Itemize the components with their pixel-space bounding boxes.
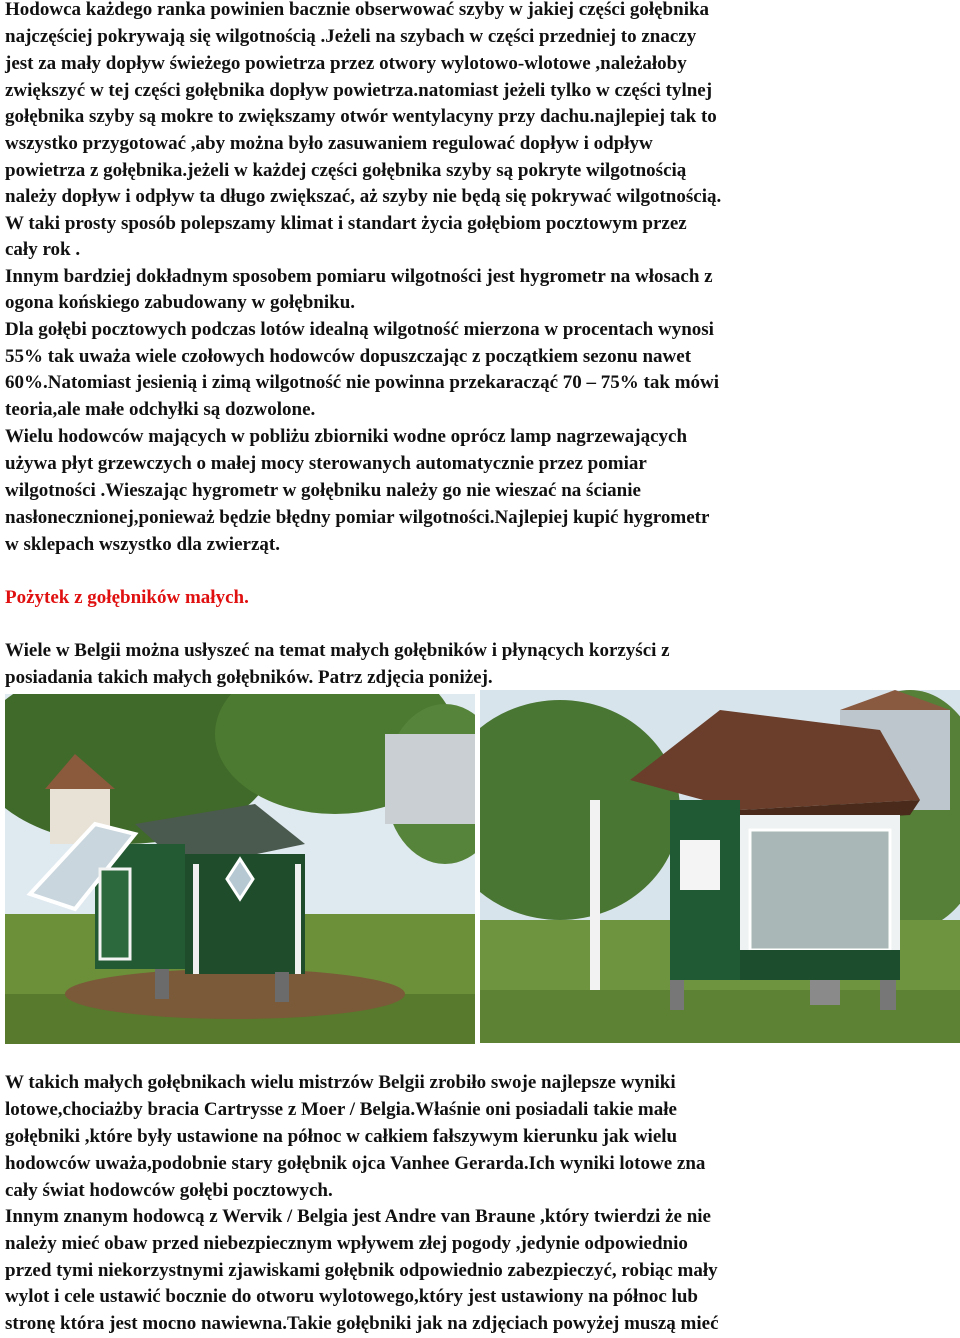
text-line: hodowców uważa,podobnie stary gołębnik ojca Vanhee Gerarda.Ich wyniki lotowe zna bbox=[5, 1153, 706, 1174]
text-line: Innym znanym hodowcą z Wervik / Belgia jest Andre van Braune ,który twierdzi że nie bbox=[5, 1206, 711, 1227]
text-line: wilgotności .Wieszając hygrometr w gołębniku należy go nie wieszać na ścianie bbox=[5, 480, 641, 501]
text-line: ogona końskiego zabudowany w gołębniku. bbox=[5, 292, 356, 313]
text-line: wszystko przygotować ,aby można było zasuwaniem regulować dopływ i odpływ bbox=[5, 133, 653, 154]
text-line: cały rok . bbox=[5, 239, 81, 260]
text-line: cały świat hodowców gołębi pocztowych. bbox=[5, 1180, 333, 1201]
text-line: teoria,ale małe odchyłki są dozwolone. bbox=[5, 399, 316, 420]
text-line: najczęściej pokrywają się wilgotnością .Jeżeli na szybach w części przedniej to znaczy bbox=[5, 26, 697, 47]
text-line: stronę która jest mocno nawiewna.Takie gołębniki jak na zdjęciach powyżej muszą mieć bbox=[5, 1313, 719, 1334]
text-line: należy dopływ i odpływ ta długo zwiększać, aż szyby nie będą się pokrywać wilgotnością. bbox=[5, 186, 722, 207]
text-line: gołębnika szyby są mokre to zwiększamy otwór wentylacyny przy dachu.najlepiej tak to bbox=[5, 106, 717, 127]
text-line: 60%.Natomiast jesienią i zimą wilgotność nie powinna przekaracząć 70 – 75% tak mówi bbox=[5, 372, 720, 393]
text-line: W takich małych gołębnikach wielu mistrzów Belgii zrobiło swoje najlepsze wyniki bbox=[5, 1072, 676, 1093]
photo-pigeon-loft-2 bbox=[480, 690, 960, 1043]
text-line: nasłonecznionej,ponieważ będzie błędny pomiar wilgotności.Najlepiej kupić hygrometr bbox=[5, 507, 710, 528]
text-line: posiadania takich małych gołębników. Patrz zdjęcia poniżej. bbox=[5, 667, 493, 688]
text-line: W taki prosty sposób polepszamy klimat i standart życia gołębiom pocztowym przez bbox=[5, 213, 687, 234]
text-line: Wielu hodowców mających w pobliżu zbiorniki wodne oprócz lamp nagrzewających bbox=[5, 426, 688, 447]
text-line: powietrza z gołębnika.jeżeli w każdej części gołębnika szyby są pokryte wilgotnością bbox=[5, 160, 687, 181]
text-line: Innym bardziej dokładnym sposobem pomiaru wilgotności jest hygrometr na włosach z bbox=[5, 266, 713, 287]
text-line: używa płyt grzewczych o małej mocy sterowanych automatycznie przez pomiar bbox=[5, 453, 647, 474]
text-line: należy mieć obaw przed niebezpiecznym wpływem złej pogody ,jedynie odpowiednio bbox=[5, 1233, 688, 1254]
photo-pigeon-loft-1 bbox=[5, 694, 475, 1044]
text-line: 55% tak uważa wiele czołowych hodowców dopuszczając z początkiem sezonu nawet bbox=[5, 346, 692, 367]
text-line: zwiększyć w tej części gołębnika dopływ powietrza.natomiast jeżeli tylko w części tylnej bbox=[5, 80, 713, 101]
text-line: w sklepach wszystko dla zwierząt. bbox=[5, 534, 280, 555]
text-line: gołębniki ,które były ustawione na północ w całkiem fałszywym kierunku jak wielu bbox=[5, 1126, 678, 1147]
text-line: jest za mały dopływ świeżego powietrza przez otwory wylotowo-wlotowe ,należałoby bbox=[5, 53, 687, 74]
text-line: wylot i cele ustawić bocznie do otworu wylotowego,który jest ustawiony na północ lub bbox=[5, 1286, 698, 1307]
text-line: Hodowca każdego ranka powinien bacznie obserwować szyby w jakiej części gołębnika bbox=[5, 0, 710, 20]
section-heading: Pożytek z gołębników małych. bbox=[5, 587, 249, 608]
text-line: przed tymi niekorzystnymi zjawiskami gołębnik odpowiednio zabezpieczyć, robiąc mały bbox=[5, 1260, 718, 1281]
text-line: Wiele w Belgii można usłyszeć na temat małych gołębników i płynących korzyści z bbox=[5, 640, 670, 661]
text-line: lotowe,chociażby bracia Cartrysse z Moer / Belgia.Właśnie oni posiadali takie małe bbox=[5, 1099, 677, 1120]
text-line: Dla gołębi pocztowych podczas lotów idealną wilgotność mierzona w procentach wynosi bbox=[5, 319, 714, 340]
